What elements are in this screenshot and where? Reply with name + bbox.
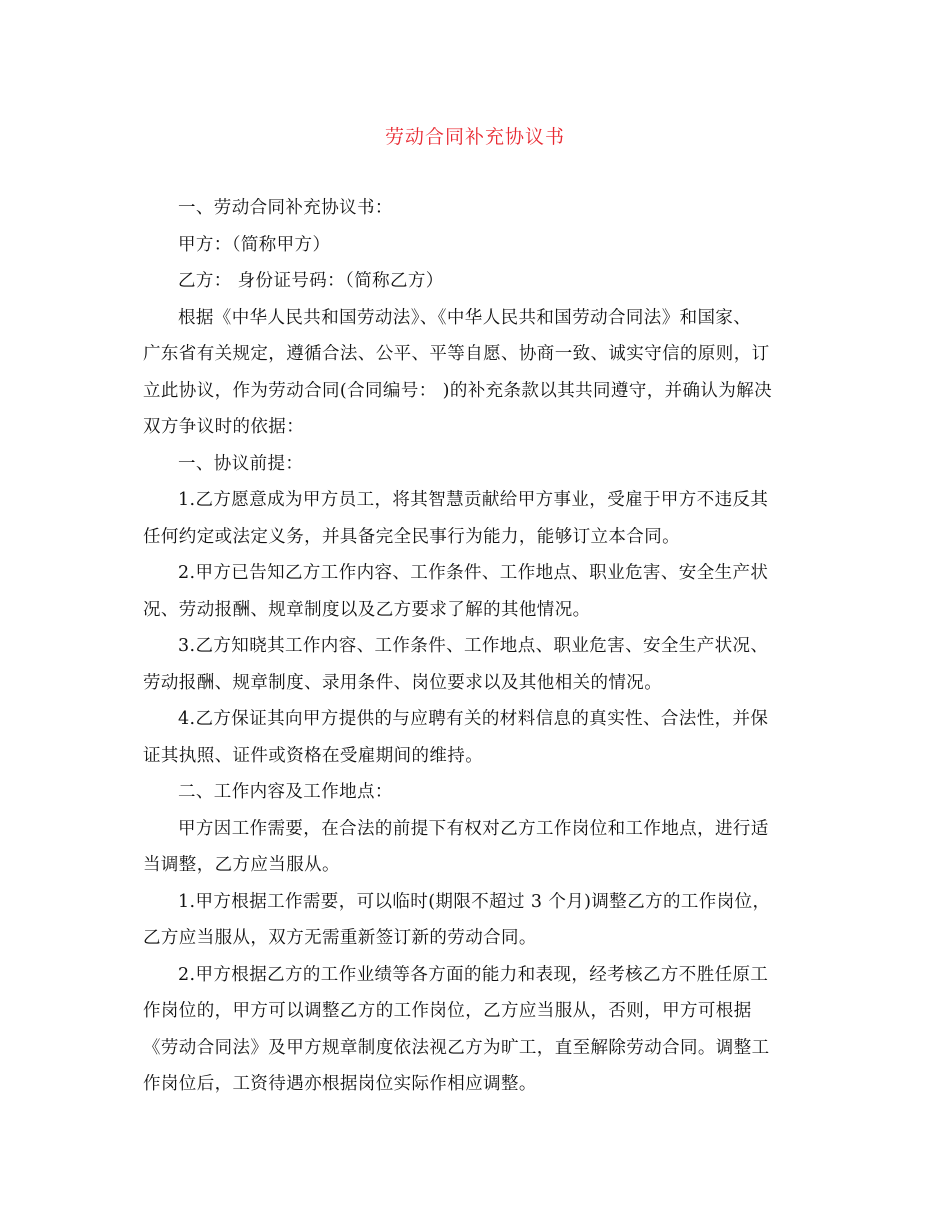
paragraph-line: 当调整，乙方应当服从。: [143, 855, 340, 875]
paragraph-line: 广东省有关规定，遵循合法、公平、平等自愿、协商一致、诚实守信的原则，订: [143, 344, 770, 364]
section-heading: 二、工作内容及工作地点：: [178, 782, 393, 802]
document-title: 劳动合同补充协议书: [384, 126, 565, 148]
paragraph-line: 4.乙方保证其向甲方提供的与应聘有关的材料信息的真实性、合法性，并保: [178, 709, 769, 729]
section-heading: 一、劳动合同补充协议书：: [178, 198, 393, 218]
party-a-line: 甲方：（简称甲方）: [178, 234, 331, 255]
paragraph-line: 劳动报酬、规章制度、录用条件、岗位要求以及其他相关的情况。: [143, 672, 663, 693]
paragraph-line: 证其执照、证件或资格在受雇期间的维持。: [143, 745, 484, 766]
paragraph-line: 3.乙方知晓其工作内容、工作条件、工作地点、职业危害、安全生产状况、: [178, 636, 769, 656]
paragraph-line: 1.甲方根据工作需要，可以临时(期限不超过 3 个月)调整乙方的工作岗位，: [178, 891, 771, 912]
paragraph-line: 2.甲方根据乙方的工作业绩等各方面的能力和表现，经考核乙方不胜任原工: [178, 964, 769, 985]
party-b-line: 乙方： 身份证号码：（简称乙方）: [178, 271, 444, 291]
paragraph-line: 任何约定或法定义务，并具备完全民事行为能力，能够订立本合同。: [143, 526, 680, 547]
paragraph-line: 根据《中华人民共和国劳动法》、《中华人民共和国劳动合同法》和国家、: [178, 307, 752, 328]
paragraph-line: 甲方因工作需要，在合法的前提下有权对乙方工作岗位和工作地点，进行适: [178, 818, 769, 839]
paragraph-line: 立此协议，作为劳动合同(合同编号： )的补充条款以其共同遵守，并确认为解决: [143, 380, 773, 401]
paragraph-line: 1.乙方愿意成为甲方员工，将其智慧贡献给甲方事业，受雇于甲方不违反其: [178, 490, 769, 510]
paragraph-line: 作岗位的，甲方可以调整乙方的工作岗位，乙方应当服从，否则，甲方可根据: [143, 1001, 752, 1021]
section-heading: 一、协议前提：: [178, 453, 304, 474]
document-body: [143, 190, 807, 1103]
paragraph-line: 乙方应当服从，双方无需重新签订新的劳动合同。: [143, 928, 537, 948]
paragraph-line: 2.甲方已告知乙方工作内容、工作条件、工作地点、职业危害、安全生产状: [178, 563, 769, 583]
paragraph-line: 况、劳动报酬、规章制度以及乙方要求了解的其他情况。: [143, 599, 591, 620]
paragraph-line: 双方争议时的依据：: [143, 417, 305, 437]
paragraph-line: 《劳动合同法》及甲方规章制度依法视乙方为旷工，直至解除劳动合同。调整工: [143, 1037, 770, 1058]
paragraph-line: 作岗位后，工资待遇亦根据岗位实际作相应调整。: [143, 1074, 537, 1094]
